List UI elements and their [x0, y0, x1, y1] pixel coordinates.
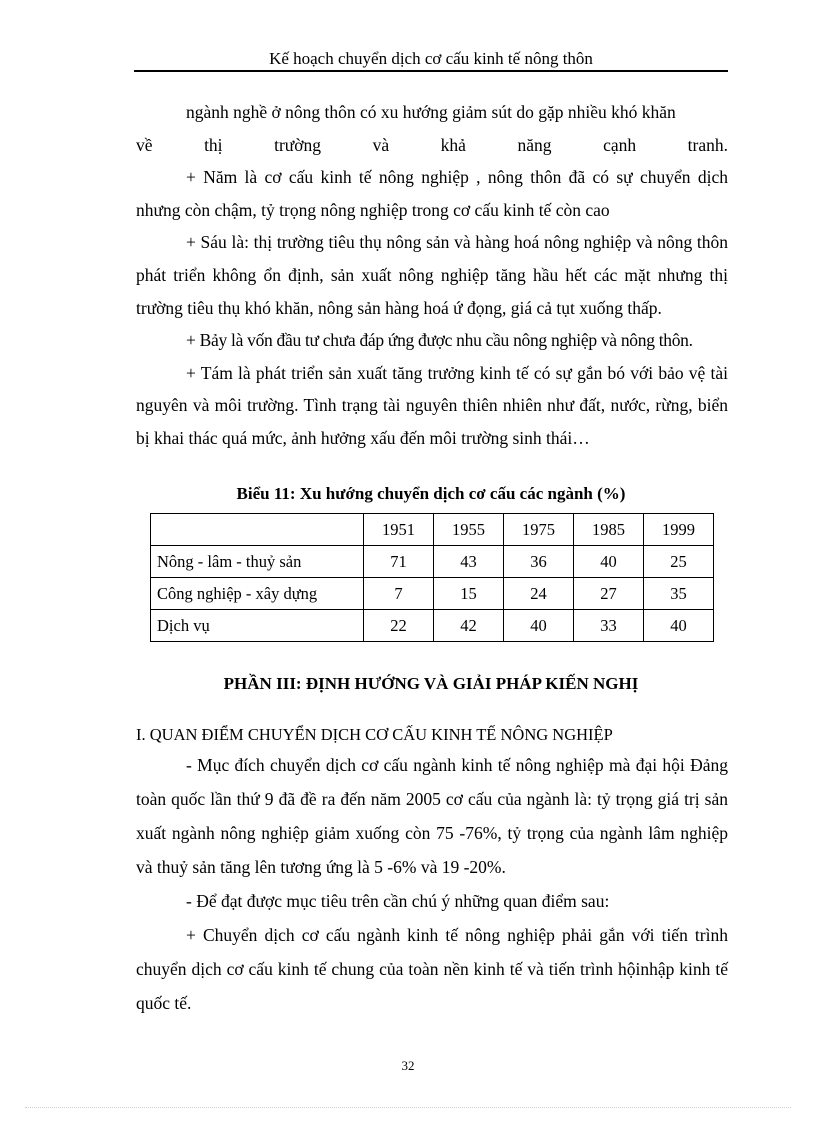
paragraph: + Bảy là vốn đầu tư chưa đáp ứng được nhu cầu nông nghiệp và nông thôn.: [186, 330, 693, 351]
paragraph: về thị trường và khả năng cạnh tranh.: [136, 134, 728, 155]
table-cell: 27: [574, 578, 644, 610]
table-cell: 24: [504, 578, 574, 610]
table-cell: 22: [364, 610, 434, 642]
paragraph: + Tám là phát triển sản xuất tăng trưởng kinh tế có sự gắn bó với bảo vệ tài nguyên và môi trường. Tình trạng tài nguyên thiên nhiên như đất, nước, rừng, biển bị khai thác quá mức, ảnh hưởng xấu đến môi trường sinh thái…: [136, 362, 728, 448]
table-header-row: [151, 514, 714, 546]
table-cell: 43: [434, 546, 504, 578]
year-header: 1999: [644, 514, 714, 546]
row-label: Nông - lâm - thuỷ sản: [151, 546, 364, 578]
paragraph: + Chuyển dịch cơ cấu ngành kinh tế nông nghiệp phải gắn với tiến trình chuyển dịch cơ cấu kinh tế chung của toàn nền kinh tế và tiến trình hộinhập kinh tế quốc tế.: [136, 925, 728, 1013]
table-cell: 35: [644, 578, 714, 610]
page-bottom-border: [25, 1107, 791, 1108]
header-rule: [134, 70, 728, 72]
section-title: PHẦN III: ĐỊNH HƯỚNG VÀ GIẢI PHÁP KIẾN NGHỊ: [223, 674, 639, 693]
table-corner-cell: [151, 514, 364, 546]
paragraph: + Sáu là: thị trường tiêu thụ nông sản và hàng hoá nông nghiệp và nông thôn phát triển không ổn định, sản xuất nông nghiệp tăng hầu hết các mặt nhưng thị trường tiêu thụ khó khăn, nông sản hàng hoá ứ đọng, giá cả tụt xuống thấp.: [136, 232, 728, 318]
table-cell: 40: [504, 610, 574, 642]
paragraph: + Năm là cơ cấu kinh tế nông nghiệp , nông thôn đã có sự chuyển dịch nhưng còn chậm, tỷ trọng nông nghiệp trong cơ cấu kinh tế còn cao: [136, 167, 728, 220]
table-row: [151, 546, 714, 578]
paragraph: ngành nghề ở nông thôn có xu hướng giảm sút do gặp nhiều khó khăn: [186, 102, 676, 122]
table-cell: 40: [644, 610, 714, 642]
table-cell: 40: [574, 546, 644, 578]
running-header: Kế hoạch chuyển dịch cơ cấu kinh tế nông thôn: [269, 49, 593, 68]
table-row: [151, 578, 714, 610]
year-header: 1975: [504, 514, 574, 546]
body-text-bottom: [136, 748, 728, 1020]
table-cell: 42: [434, 610, 504, 642]
year-header: 1951: [364, 514, 434, 546]
section-subheading: I. QUAN ĐIỂM CHUYỂN DỊCH CƠ CẤU KINH TẾ NÔNG NGHIỆP: [136, 725, 613, 744]
paragraph: - Để đạt được mục tiêu trên cần chú ý những quan điểm sau:: [186, 891, 610, 911]
page-number: 32: [401, 1058, 415, 1073]
table-row: [151, 610, 714, 642]
sector-structure-table: [150, 513, 714, 642]
table-caption: Biểu 11: Xu hướng chuyển dịch cơ cấu các ngành (%): [236, 484, 626, 503]
row-label: Công nghiệp - xây dựng: [151, 578, 364, 610]
table-cell: 71: [364, 546, 434, 578]
table-cell: 25: [644, 546, 714, 578]
body-text-top: [136, 96, 728, 455]
row-label: Dịch vụ: [151, 610, 364, 642]
table-cell: 15: [434, 578, 504, 610]
year-header: 1985: [574, 514, 644, 546]
table-cell: 33: [574, 610, 644, 642]
table-cell: 36: [504, 546, 574, 578]
table-cell: 7: [364, 578, 434, 610]
year-header: 1955: [434, 514, 504, 546]
paragraph: - Mục đích chuyển dịch cơ cấu ngành kinh tế nông nghiệp mà đại hội Đảng toàn quốc lần thứ 9 đã đề ra đến năm 2005 cơ cấu của ngành là: tỷ trọng giá trị sản xuất ngành nông nghiệp giảm xuống còn 75 -76%, tỷ trọng của ngành lâm nghiệp và thuỷ sản tăng lên tương ứng là 5 -6% và 19 -20%.: [136, 755, 728, 877]
